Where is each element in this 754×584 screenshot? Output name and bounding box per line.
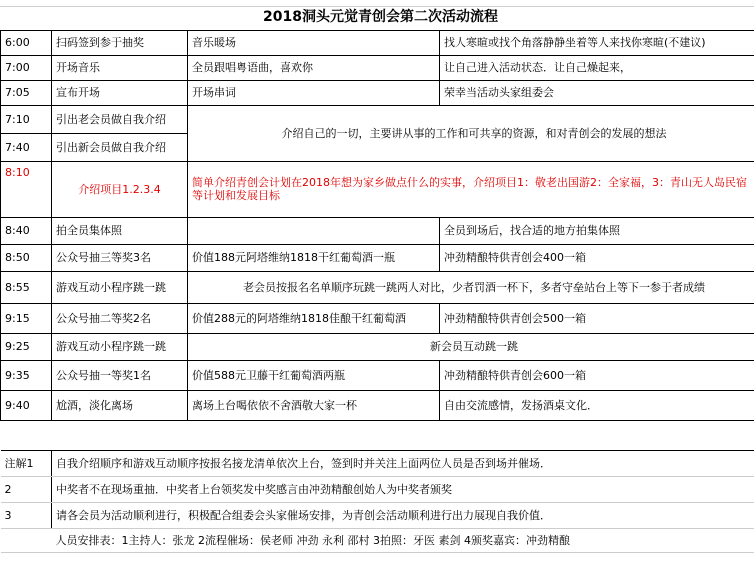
item-cell[interactable]: 引出老会员做自我介绍 xyxy=(52,105,188,133)
detail-cell[interactable]: 价值188元阿塔维纳1818干红葡萄酒一瓶 xyxy=(188,244,440,271)
time-cell[interactable]: 7:10 xyxy=(1,105,52,133)
time-cell[interactable]: 7:40 xyxy=(1,133,52,161)
empty-cell xyxy=(52,420,188,450)
time-cell[interactable]: 9:35 xyxy=(1,360,52,390)
note-key[interactable]: 注解1 xyxy=(1,450,52,476)
empty-cell xyxy=(188,420,440,450)
intro-merged-cell[interactable]: 介绍自己的一切，主要讲从事的工作和可共享的资源，和对青创会的发展的想法 xyxy=(188,105,754,161)
note-cell[interactable]: 自由交流感情，发扬酒桌文化． xyxy=(440,390,754,420)
detail-cell[interactable]: 音乐暖场 xyxy=(188,30,440,55)
detail-cell[interactable]: 开场串词 xyxy=(188,80,440,105)
time-cell[interactable]: 9:15 xyxy=(1,303,52,333)
table-row[interactable] xyxy=(1,390,754,420)
table-row[interactable] xyxy=(1,303,754,333)
item-cell[interactable]: 游戏互动小程序跳一跳 xyxy=(52,271,188,303)
detail-merged-cell[interactable]: 老会员按报名名单顺序玩跳一跳两人对比，少者罚酒一杯下，多者守垒站台上等下一参于者成绩 xyxy=(188,271,754,303)
item-cell[interactable]: 游戏互动小程序跳一跳 xyxy=(52,333,188,360)
table-row[interactable] xyxy=(1,333,754,360)
detail-cell[interactable]: 价值588元卫藤干红葡萄酒两瓶 xyxy=(188,360,440,390)
empty-cell xyxy=(440,420,754,450)
item-cell[interactable]: 公众号抽二等奖2名 xyxy=(52,303,188,333)
time-cell[interactable]: 7:05 xyxy=(1,80,52,105)
empty-cell xyxy=(1,528,52,552)
note-text[interactable]: 中奖者不在现场重抽．中奖者上台领奖发中奖感言由冲劲精酿创始人为中奖者颁奖 xyxy=(52,476,754,502)
note-cell[interactable]: 找人寒暄或找个角落静静坐着等人来找你寒暄(不建议) xyxy=(440,30,754,55)
detail-cell[interactable]: 全员跟唱粤语曲，喜欢你 xyxy=(188,55,440,80)
note-cell[interactable]: 荣幸当活动头家组委会 xyxy=(440,80,754,105)
item-cell[interactable]: 公众号抽三等奖3名 xyxy=(52,244,188,271)
detail-cell[interactable]: 离场上台喝依依不舍酒敬大家一杯 xyxy=(188,390,440,420)
table-row[interactable] xyxy=(1,360,754,390)
note-row[interactable] xyxy=(1,476,754,502)
detail-cell[interactable]: 价值288元的阿塔维纳1818佳酿干红葡萄酒 xyxy=(188,303,440,333)
time-cell[interactable]: 9:40 xyxy=(1,390,52,420)
schedule-table xyxy=(0,6,754,553)
note-row[interactable] xyxy=(1,450,754,476)
note-cell[interactable]: 让自己进入活动状态．让自己燥起来， xyxy=(440,55,754,80)
note-cell[interactable]: 冲劲精酿特供青创会400一箱 xyxy=(440,244,754,271)
note-cell[interactable]: 全员到场后，找合适的地方拍集体照 xyxy=(440,217,754,244)
title-row xyxy=(1,6,754,30)
detail-cell[interactable] xyxy=(188,217,440,244)
time-cell[interactable]: 8:55 xyxy=(1,271,52,303)
table-row[interactable] xyxy=(1,105,754,133)
project-red-cell[interactable]: 简单介绍青创会计划在2018年想为家乡做点什么的实事，介绍项目1：敬老出国游2：全家福，3：青山无人岛民宿等计划和发展目标 xyxy=(188,161,754,217)
time-cell[interactable]: 6:00 xyxy=(1,30,52,55)
note-text[interactable]: 请各会员为活动顺利进行，积极配合组委会头家催场安排，为青创会活动顺利进行出力展现自我价值． xyxy=(52,502,754,528)
item-cell[interactable]: 开场音乐 xyxy=(52,55,188,80)
spreadsheet xyxy=(0,6,754,553)
note-row[interactable] xyxy=(1,502,754,528)
note-cell[interactable]: 冲劲精酿特供青创会600一箱 xyxy=(440,360,754,390)
staff-row[interactable] xyxy=(1,528,754,552)
staff-text[interactable]: 人员安排表：1主持人：张龙 2流程催场：侯老师 冲劲 永利 邵村 3拍照：牙医 素剑 4颁奖嘉宾：冲劲精酿 xyxy=(52,528,754,552)
table-row[interactable] xyxy=(1,80,754,105)
item-cell[interactable]: 公众号抽一等奖1名 xyxy=(52,360,188,390)
spacer-row xyxy=(1,420,754,450)
item-cell[interactable]: 尬酒，淡化离场 xyxy=(52,390,188,420)
detail-merged-cell[interactable]: 新会员互动跳一跳 xyxy=(188,333,754,360)
table-row[interactable] xyxy=(1,271,754,303)
time-cell[interactable]: 8:40 xyxy=(1,217,52,244)
item-cell[interactable]: 介绍项目1.2.3.4 xyxy=(52,161,188,217)
item-cell[interactable]: 拍全员集体照 xyxy=(52,217,188,244)
time-cell[interactable]: 8:10 xyxy=(1,161,52,217)
table-row[interactable] xyxy=(1,30,754,55)
table-row[interactable] xyxy=(1,217,754,244)
time-cell[interactable]: 7:00 xyxy=(1,55,52,80)
item-cell[interactable]: 引出新会员做自我介绍 xyxy=(52,133,188,161)
table-row[interactable] xyxy=(1,161,754,217)
note-cell[interactable]: 冲劲精酿特供青创会500一箱 xyxy=(440,303,754,333)
empty-cell xyxy=(1,420,52,450)
page-title: 2018洞头元觉青创会第二次活动流程 xyxy=(263,9,498,26)
item-cell[interactable]: 宣布开场 xyxy=(52,80,188,105)
note-key[interactable]: 3 xyxy=(1,502,52,528)
note-text[interactable]: 自我介绍顺序和游戏互动顺序按报名接龙清单依次上台，签到时并关注上面两位人员是否到场并催场． xyxy=(52,450,754,476)
table-row[interactable] xyxy=(1,244,754,271)
time-cell[interactable]: 9:25 xyxy=(1,333,52,360)
time-cell[interactable]: 8:50 xyxy=(1,244,52,271)
note-key[interactable]: 2 xyxy=(1,476,52,502)
table-row[interactable] xyxy=(1,55,754,80)
item-cell[interactable]: 扫码签到参于抽奖 xyxy=(52,30,188,55)
